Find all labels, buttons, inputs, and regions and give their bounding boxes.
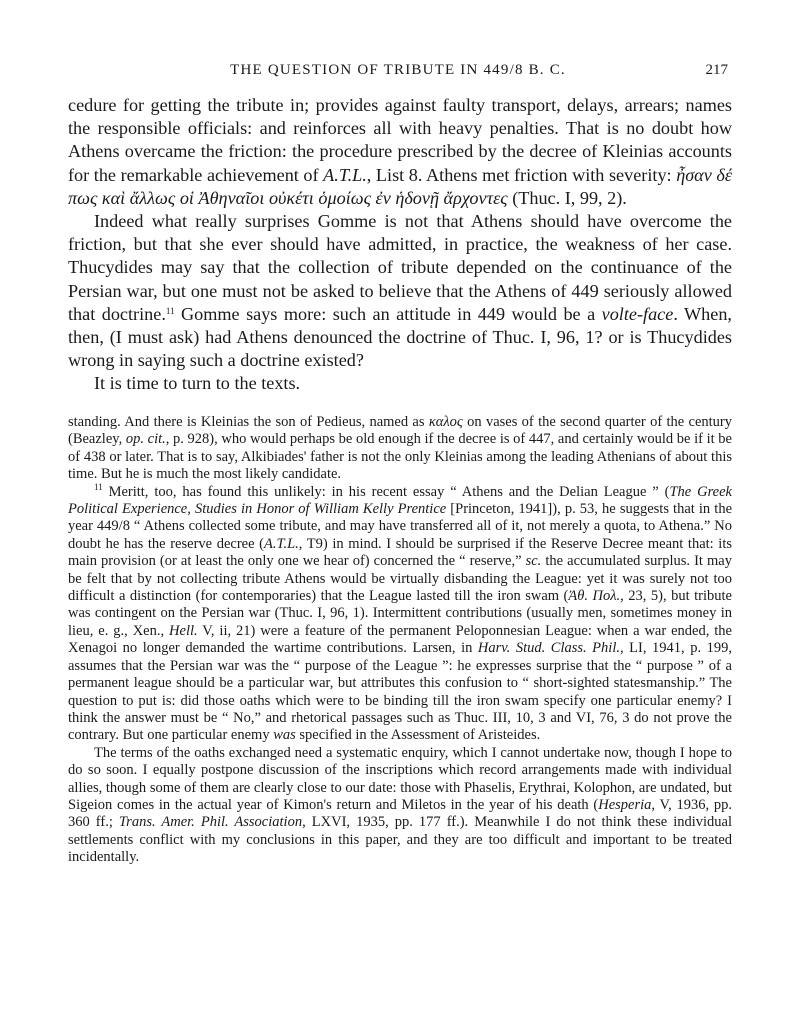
italic-text: The Greek Political Experience, Studies in Honor of William Kelly Prentice [68,483,732,518]
main-paragraph-2 [68,210,732,372]
running-title: THE QUESTION OF TRIBUTE IN 449/8 B. C. [230,62,566,78]
text-segment: , List 8. Athens met friction with severity: [366,164,677,185]
italic-text: op. cit. [125,431,166,448]
main-paragraph-1 [68,94,732,210]
text-segment: , LI, 1941, p. 199, assumes that the Persian war was the “ purpose of the League ”: he expresses surprise that the “ purpose ” of a permanent league should be a particular war, but attributes this confusion to “ short-sighted statesmanship.” The question to put is: did those oaths which were to be binding till the iron swam specify one particular enemy? I think the answer must be “ No,” and rhetorical passages such as Thuc. III, 10, 3 and VI, 76, 3 do not prove the contrary. But one particular enemy [68,640,732,744]
main-text [68,94,732,396]
running-header [68,62,728,86]
text-segment: Gomme says more: such an attitude in 449 would be a [174,303,602,324]
text-segment: , 23, 5), but tribute was contingent on the Persian war (Thuc. I, 96, 1). Intermittent contributions (usually men, sometimes money in lieu, e. g., Xen., [68,588,732,639]
text-segment: The terms of the oaths exchanged need a systematic enquiry, which I cannot undertake now, though I hope to do so soon. I equally postpone discussion of the inscriptions which record arrangements made with individual allies, though some of them are clearly close to our date: those with Phaselis, Erythrai, Kolophon, are undated, but Sigeion comes in the actual year of Kimon's return and Miletos in the year of his death ( [68,744,732,813]
text-segment: specified in the Assessment of Aristeides. [295,727,541,744]
italic-text: A.T.L. [263,535,299,552]
footnote-oaths-paragraph [68,745,732,867]
italic-text: sc. [525,553,542,570]
text-segment: . When, then, (I must ask) had Athens denounced the doctrine of Thuc. I, 96, 1? or is Thucydides wrong in saying such a doctrine existed? [68,303,732,371]
italic-text: ἦσαν δέ πως καὶ ἄλλως οἱ Ἀθηναῖοι οὐκέτι ὁμοίως ἐν ἡδονῇ ἄρχοντες [68,164,732,208]
page-number: 217 [705,62,728,78]
text-segment: Indeed what really surprises Gomme is not that Athens should have overcome the friction, but that she ever should have admitted, in practice, the weakness of her case. Thucydides may say that the collection of tribute depended on the continuance of the Persian war, but one must not be asked to believe that the Athens of 449 seriously allowed that doctrine. [68,211,732,324]
text-segment: It is time to turn to the texts. [94,373,301,394]
text-segment: V, ii, 21) were a feature of the permanent Peloponnesian League: when a war ended, the Xenagoi no longer demanded the wartime contributions. Larsen, in [68,622,732,657]
text-segment: (Thuc. I, 99, 2). [507,187,627,208]
text-segment: , LXVI, 1935, pp. 177 ff.). Meanwhile I do not think these individual settlements conflict with my conclusions in this paper, and they are too difficult and important to be treated incidentally. [68,814,733,866]
footnote-continued [68,414,732,484]
main-paragraph-3 [68,372,732,395]
italic-text: καλος [428,414,463,430]
footnote-marker: 11 [94,481,103,492]
text-segment: , T9) in mind. I should be surprised if the Reserve Decree meant that: its main provision (or at least the only one we hear of) concerned the “ reserve,” [68,535,733,570]
italic-text: volte-face [601,303,674,324]
italic-text: was [273,727,296,744]
text-segment: , p. 928), who would perhaps be old enough if the decree is of 447, and certainly would be if it be of 438 or later. That is to say, Alkibiades' father is not the only Kleinias among the leading Athenians of about this time. But he is much the most likely candidate. [68,431,732,483]
italic-text: Ἀθ. Πολ. [568,588,621,605]
text-segment: [Princeton, 1941]), p. 53, he suggests that in the year 449/8 “ Athens collected some tribute, and may have transferred all of it, not merely a quota, to Athena.” No doubt he has the reserve decree ( [68,501,733,552]
footnotes [68,414,732,867]
italic-text: Hell. [169,622,198,639]
text-segment: the accumulated surplus. It may be felt that by not collecting tribute Athens would be virtually disbanding the League: yet it was surely not too difficult a distinction (for contemporaries) that the League lasted till the iron swam ( [68,553,732,605]
text-segment: on vases of the second quarter of the century (Beazley, [68,414,732,448]
text-segment: cedure for getting the tribute in; provides against faulty transport, delays, arrears; names the responsible officials: and reinforces all with heavy penalties. That is no doubt how Athens overcame the friction: the procedure prescribed by the decree of Kleinias accounts for the remarkable achievement of [68,95,732,185]
italic-text: Harv. Stud. Class. Phil. [477,640,620,657]
italic-text: A.T.L. [323,164,367,185]
text-segment: standing. And there is Kleinias the son of Pedieus, named as [68,414,429,430]
italic-text: Hesperia [598,796,652,813]
italic-text: Trans. Amer. Phil. Association [118,814,303,831]
text-segment: Meritt, too, has found this unlikely: in his recent essay “ Athens and the Delian League ” ( [102,483,670,500]
footnote-11 [68,481,733,745]
footnote-marker: 11 [165,305,175,316]
text-segment: , V, 1936, pp. 360 ff.; [68,796,733,831]
